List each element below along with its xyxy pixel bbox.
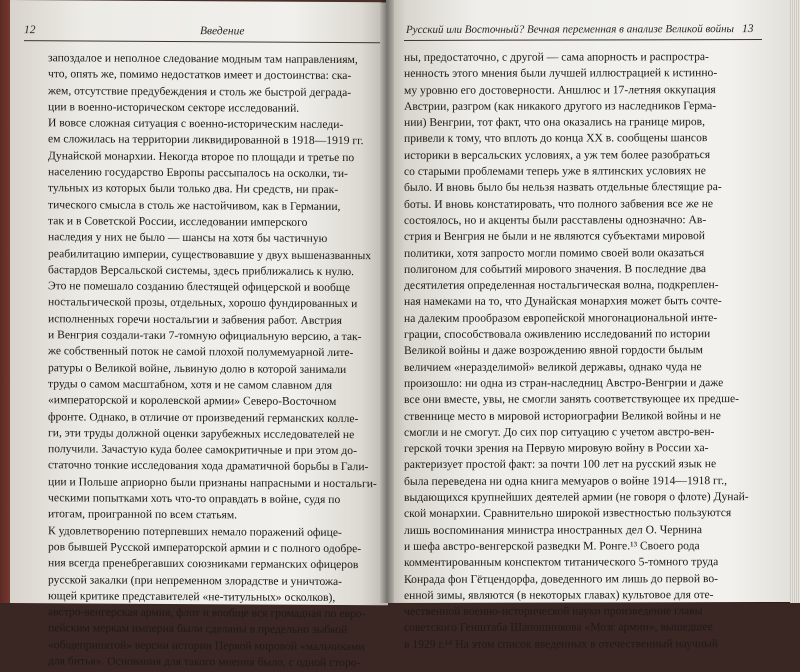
text-line: комментированным конспектом титанического 5-томного труда	[404, 555, 719, 570]
text-line: тульных из которых были только два. Ни средств, ни прак-	[48, 181, 339, 197]
text-line: смогли и не смогут. До сих пор ситуацию с учетом австро-вен-	[404, 424, 715, 439]
text-line: тического смысла в столь же настойчивом, как в Германии,	[48, 197, 341, 213]
text-line: наследия у них не было — шансы на хотя бы частичную	[48, 230, 328, 246]
text-line: Конрада фон Гётцендорфа, доведенного им лишь до первой во-	[404, 571, 719, 586]
text-line: и Венгрия создали-таки 7-томную официальную версию, а так-	[48, 328, 362, 344]
text-line: чественной военно-исторической науки произведение главы	[404, 604, 703, 619]
text-line: ностальгической прозы, отдельных, хорошо фундированных и	[48, 295, 358, 311]
book-gutter	[380, 0, 394, 603]
text-line: ской монархии. Сравнительно широкой известностью пользуются	[404, 506, 732, 521]
text-line: ственнице место в мировой историографии Великой войны и не	[404, 408, 721, 423]
text-line: населению государство Европы рассыпалось на осколки, ти-	[48, 165, 348, 181]
text-line: фронте. Однако, в отличие от произведений германских колле-	[48, 409, 359, 425]
text-line: что, опять же, помимо недостатков имеет и достоинства: ска-	[48, 67, 352, 83]
text-line: так и в Советской России, исследовании имперского	[48, 214, 308, 229]
text-line: была переведена ни одна книга мемуаров о войне 1914—1918 гг.,	[404, 473, 728, 488]
text-line: грации, способствовала оживлению исследований по истории	[404, 327, 711, 341]
left-header-rule	[24, 40, 380, 43]
text-line: запоздалое и неполное следование модным там направлениям,	[48, 51, 358, 67]
text-line: стрия и Венгрия не были и не являются субъектами мировой	[404, 229, 705, 244]
text-line: произошло: ни одна из стран-наследниц Австро-Венгрии и даже	[404, 376, 724, 390]
text-line: боты. И вновь констатировать, что полного забвения все же не	[404, 196, 714, 211]
text-line: труды о самом масштабном, хотя и не самом славном для	[48, 377, 333, 392]
text-line: «общепринятой» версии истории Первой мировой «мальчиками	[48, 637, 365, 653]
text-line: ги, эти труды должной оценки зарубежных исследователей не	[48, 426, 355, 441]
text-line: получили. Зачастую куда более самокритичные и при этом до-	[48, 442, 357, 458]
text-line: исполненных горечи ностальгии и забвения работ. Австрия	[48, 311, 342, 327]
text-line: герской точки зрения на Первую мировую войну в России ха-	[404, 441, 709, 456]
right-page	[386, 0, 791, 651]
text-line: Это не помешало созданию блестящей офицерской и вообще	[48, 279, 350, 295]
text-line: ны, предостаточно, с другой — сама апорность и распростра-	[404, 50, 709, 64]
text-line: величием «неразделимой» великой державы, однако чуда не	[404, 359, 702, 374]
text-line: енной зимы, являются (в некоторых главах) культовое для оте-	[404, 587, 714, 602]
right-running-head: Русский или Восточный? Вечная переменная в анализе Великой войны	[406, 23, 735, 36]
text-line: советского Генштаба Шапошникова «Мозг армии», вышедшее	[404, 620, 713, 635]
text-line: реабилитацию империи, существовавшие у двух вышеназванных	[48, 246, 372, 262]
text-line: же собственный поток не самой плохой полумемуарной лите-	[48, 344, 354, 360]
left-page	[10, 0, 388, 670]
text-line: рактеризует простой факт: за почти 100 лет на русский язык не	[404, 457, 717, 472]
text-line: ем сложилась на территории ликвидированной в 1918—1919 гг.	[48, 132, 364, 148]
text-line: все они вместе, увы, не смогли занять соответствующее их предше-	[404, 392, 740, 407]
left-page-number: 12	[24, 24, 36, 37]
right-page-number: 13	[742, 23, 754, 36]
text-line: статочно тонкие исследования хода драматичной борьбы в Гали-	[48, 458, 369, 474]
text-line: ная намеками на то, что Дунайская монархия может быть сочте-	[404, 294, 722, 309]
text-line: ния всегда пренебрегавших союзниками германских офицеров	[48, 556, 359, 572]
text-line: выдающихся крупнейших деятелей армии (не говоря о флоте) Дунай-	[404, 490, 749, 504]
text-line: К удовлетворению потерпевших немало поражений офице-	[48, 523, 342, 539]
text-line: ции и Польше априорно были признаны напрасными и ностальги-	[48, 474, 377, 490]
text-line: политики, хотя запросто могли помимо своей воли оказаться	[404, 245, 705, 260]
text-line: жем, отсутствие предубеждения и столь же быстрой деграда-	[48, 83, 352, 99]
page-stack-edge	[790, 0, 800, 603]
left-running-head: Введение	[200, 25, 245, 38]
text-line: И вовсе сложная ситуация с военно-историческим наследи-	[48, 116, 344, 132]
text-line: Великой войны и даже возрождению явной гордости былым	[404, 343, 703, 358]
text-line: нии) Венгрии, тот факт, что она оказались на границе миров,	[404, 115, 706, 130]
text-line: историки в версальских условиях, а уж тем более разобраться	[404, 147, 711, 162]
text-line: в 1929 г.¹⁴ На этом список введенных в отечественный научный	[404, 636, 719, 651]
right-header-rule	[404, 39, 762, 41]
text-line: Австрии, разгром (как никакого другого из наследников Герма-	[404, 99, 717, 113]
text-line: состоялось, но и акценты были расставлены однозначно: Ав-	[404, 213, 707, 227]
text-line: му уровню его достоверности. Аншлюс и 17-летняя оккупация	[404, 82, 716, 97]
text-line: ющей критике представителей «не-титульных» осколков),	[48, 589, 336, 604]
text-line: пейским меркам империя были сделаны в предельно зыбкой	[48, 621, 348, 637]
text-line: на далеким прообразом европейской многонациональной инте-	[404, 310, 718, 325]
text-line: полигоном для событий мирового значения. В последние два	[404, 262, 707, 276]
text-line: ческими попытками хоть что-то оправдать в войне, судя по	[48, 491, 341, 507]
text-line: ции в военно-историческом секторе исследований.	[48, 100, 300, 115]
right-body-text	[404, 49, 756, 653]
text-line: для битья». Основания для такого мнения было, с одной сторо-	[48, 654, 361, 670]
left-body-text	[48, 50, 384, 671]
text-line: ненность этого мнения были лучшей иллюстрацией к истинно-	[404, 66, 718, 81]
text-line: лишь воспоминания министра иностранных дел О. Чернина	[404, 522, 703, 537]
text-line: итогам, проигранной по всем статьям.	[48, 507, 238, 522]
text-line: привели к тому, что вплоть до конца XX в. сообщены шансов	[404, 131, 708, 146]
text-line: десятилетия определенная ностальгическая волна, подкреплен-	[404, 278, 719, 293]
text-line: бастардов Версальской системы, здесь приближались к нулю.	[48, 263, 355, 278]
text-line: и шефа австро-венгерской разведки М. Ронге.¹³ Своего рода	[404, 539, 700, 553]
text-line: со старыми проблемами теперь уже в ялтинских условиях не	[404, 164, 706, 179]
text-line: «императорской и королевской армии» Северо-Восточном	[48, 393, 337, 409]
text-line: ратуры о Великой войне, львиную долю в которой занимали	[48, 360, 347, 376]
text-line: австро-венгерская армия, флот и вообще вся громадная по евро-	[48, 605, 366, 621]
text-line: Дунайской монархии. Некогда второе по площади и третье по	[48, 149, 355, 164]
text-line: ров бывшей Русской императорской армии и с полного одобре-	[48, 540, 362, 556]
text-line: русской закалки (при непременном злорадстве и уничтожа-	[48, 572, 343, 588]
text-line: было. И вновь было бы нельзя назвать отдельные блестящие ра-	[404, 180, 722, 195]
